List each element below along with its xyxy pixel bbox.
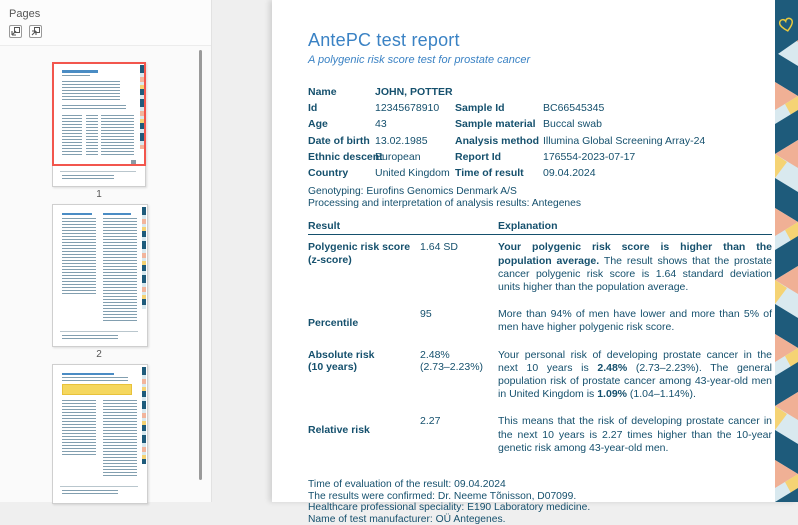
sidebar-scrollbar[interactable] (199, 50, 202, 480)
table-row (308, 349, 772, 402)
info-label (455, 84, 543, 100)
report-content (308, 30, 772, 525)
info-label: Ethnic descent (308, 150, 383, 163)
patient-info-grid (308, 84, 772, 181)
results-table-header (308, 220, 772, 235)
info-label: Id (308, 102, 318, 115)
info-label: Country (308, 167, 349, 180)
footer-line: Time of evaluation of the result: 09.04.2024 (308, 479, 506, 491)
footer-line: Name of test manufacturer: OÜ Antegenes. (308, 513, 506, 525)
genotyping-note (308, 186, 772, 209)
thumbnail-page-1[interactable] (52, 62, 146, 187)
thumbnail-brand-strip (142, 207, 146, 309)
thumbnail-skeleton (62, 490, 118, 495)
document-viewport (213, 0, 798, 525)
info-label: Name (308, 86, 337, 98)
result-label: Absolute risk (10 years) (308, 348, 375, 374)
thumbnail-skeleton (60, 171, 136, 172)
result-label: Relative risk (308, 424, 370, 437)
info-value: 43 (375, 118, 387, 131)
result-value: 95 (420, 308, 432, 321)
page-zoom-out-icon (11, 27, 20, 36)
thumbnail-highlight-box (62, 384, 132, 395)
thumbnail-skeleton (62, 373, 114, 375)
result-value: 1.64 SD (420, 241, 458, 254)
thumbnail-skeleton (103, 213, 131, 215)
info-value: Buccal swab (543, 118, 602, 131)
thumbnail-skeleton (103, 218, 137, 323)
info-label: Sample Id (455, 102, 505, 115)
pdf-page-1 (272, 0, 798, 525)
info-label: Time of result (455, 167, 524, 180)
sidebar-title: Pages (9, 8, 41, 20)
footer-line: The results were confirmed: Dr. Neeme Tõnisson, D07099. (308, 490, 577, 502)
info-value: Illumina Global Screening Array-24 (543, 134, 706, 147)
result-explanation: More than 94% of men have lower and more than 5% of men have higher polygenic risk score. (498, 308, 772, 334)
page-number-label-2: 2 (96, 349, 102, 360)
result-label: Percentile (308, 317, 359, 330)
info-value: JOHN, POTTER (375, 86, 453, 98)
results-table (308, 220, 772, 455)
shrink-thumbnails-button[interactable] (9, 25, 22, 38)
footer-line: Healthcare professional speciality: E190 Laboratory medicine. (308, 502, 591, 514)
info-label: Age (308, 118, 328, 131)
result-value: 2.27 (420, 415, 441, 428)
processing-line: Processing and interpretation of analysis results: Antegenes (308, 197, 582, 209)
info-value (543, 84, 772, 100)
info-value: 176554-2023-07-17 (543, 150, 636, 163)
result-header-cell: Result (308, 220, 341, 233)
pages-sidebar (0, 0, 212, 502)
report-footer (308, 479, 772, 525)
thumbnail-skeleton (60, 486, 138, 487)
thumbnail-skeleton (62, 377, 128, 381)
result-explanation: This means that the risk of developing prostate cancer in the next 10 years is 2.27 times higher than the 10-year genetic risk among 43-year-old men. (498, 415, 772, 454)
result-label: Polygenic risk score (z-score) (308, 241, 411, 266)
genotyping-line: Genotyping: Eurofins Genomics Denmark A/S (308, 186, 517, 198)
info-label: Sample material (455, 118, 536, 131)
table-row (308, 308, 772, 334)
info-value: 12345678910 (375, 102, 440, 115)
report-title: AntePC test report (308, 30, 460, 50)
info-value: 09.04.2024 (543, 167, 596, 180)
page-number-label-1: 1 (96, 189, 102, 200)
info-value: BC66545345 (543, 102, 605, 115)
page-zoom-in-icon (31, 27, 40, 36)
enlarge-thumbnails-button[interactable] (29, 25, 42, 38)
brand-pattern-strip (775, 0, 798, 502)
info-value: United Kingdom (375, 167, 450, 180)
result-explanation: Your polygenic risk score is higher than the population average. The result shows that the prostate cancer polygenic risk score is 1.64 standard deviation units higher than the population average. (498, 241, 773, 294)
info-value: European (375, 150, 421, 163)
report-subtitle: A polygenic risk score test for prostate cancer (308, 54, 531, 66)
thumbnail-skeleton (62, 335, 118, 340)
thumbnail-list (0, 46, 212, 502)
thumbnail-page-3[interactable] (52, 364, 148, 504)
table-row (308, 415, 772, 455)
thumbnail-skeleton (62, 400, 96, 455)
sidebar-toolbar (9, 25, 211, 38)
thumbnail-skeleton (62, 213, 92, 215)
thumbnail-skeleton (60, 331, 138, 332)
thumbnail-brand-strip (142, 367, 146, 464)
thumbnail-skeleton (103, 400, 137, 478)
table-row (308, 241, 772, 294)
current-view-indicator[interactable] (52, 62, 146, 166)
info-value: 13.02.1985 (375, 134, 428, 147)
info-label: Date of birth (308, 134, 370, 147)
sidebar-header (0, 0, 211, 46)
info-label: Analysis method (455, 134, 540, 147)
thumbnail-page-2[interactable] (52, 204, 148, 347)
result-value: 2.48% (2.73–2.23%) (420, 348, 484, 374)
thumbnail-skeleton (62, 218, 96, 296)
result-explanation: Your personal risk of developing prostate cancer in the next 10 years is 2.48% (2.73–2.23%). The general population risk of prostate cancer among 43-year-old men in United Kingdom is 1.09% (1.04–1.14%). (498, 348, 773, 401)
info-label: Report Id (455, 150, 502, 163)
thumbnail-skeleton (62, 175, 114, 180)
explanation-header-cell: Explanation (498, 220, 558, 233)
